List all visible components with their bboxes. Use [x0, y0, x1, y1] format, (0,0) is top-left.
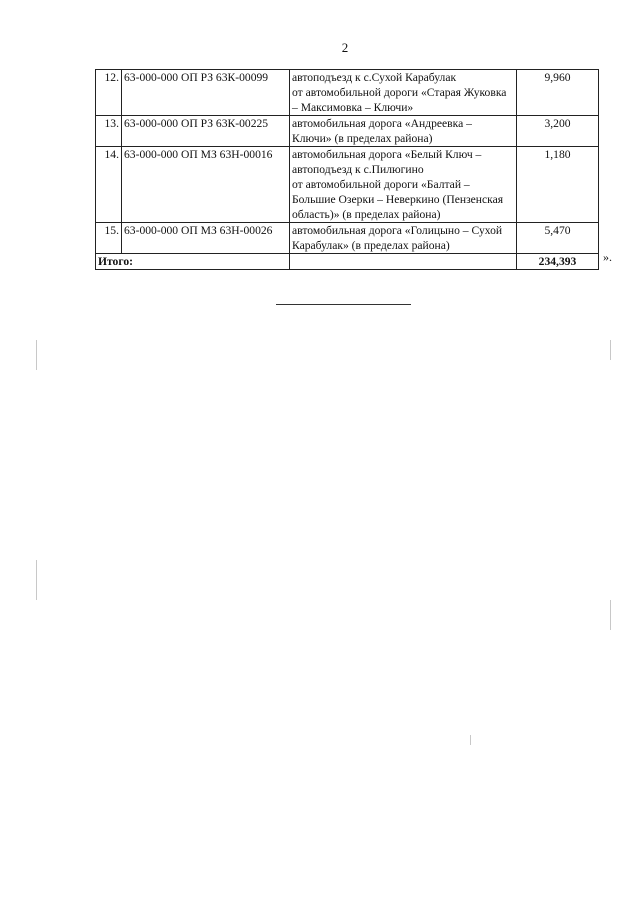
separator-line	[276, 304, 411, 305]
road-name: автомобильная дорога «Андреевка – Ключи» (в пределах района)	[290, 116, 517, 147]
road-id: 63-000-000 ОП РЗ 63К-00099	[122, 70, 290, 116]
road-id: 63-000-000 ОП МЗ 63Н-00016	[122, 147, 290, 223]
road-name: автомобильная дорога «Белый Ключ – автоподъезд к с.Пилюгино от автомобильной дороги «Балтай – Большие Озерки – Неверкино (Пензенская область)» (в пределах района)	[290, 147, 517, 223]
total-empty-cell	[290, 254, 517, 270]
road-name: автомобильная дорога «Голицыно – Сухой Карабулак» (в пределах района)	[290, 223, 517, 254]
closing-quote: ».	[603, 250, 612, 264]
scan-artifact	[610, 600, 611, 630]
total-label: Итого:	[96, 254, 290, 270]
table-row	[96, 70, 599, 116]
road-length: 5,470	[517, 223, 599, 254]
row-number: 12.	[96, 70, 122, 116]
row-number: 15.	[96, 223, 122, 254]
scan-artifact	[470, 735, 471, 745]
road-id: 63-000-000 ОП РЗ 63К-00225	[122, 116, 290, 147]
road-id: 63-000-000 ОП МЗ 63Н-00026	[122, 223, 290, 254]
scan-artifact	[610, 340, 611, 360]
table-row	[96, 223, 599, 254]
roads-table	[95, 69, 599, 270]
road-length: 1,180	[517, 147, 599, 223]
total-value: 234,393	[517, 254, 599, 270]
road-length: 9,960	[517, 70, 599, 116]
row-number: 13.	[96, 116, 122, 147]
road-name: автоподъезд к с.Сухой Карабулак от автомобильной дороги «Старая Жуковка – Максимовка – Ключи»	[290, 70, 517, 116]
scan-artifact	[36, 560, 37, 600]
table-row	[96, 147, 599, 223]
total-row	[96, 254, 599, 270]
road-length: 3,200	[517, 116, 599, 147]
page-number: 2	[341, 40, 349, 55]
table-row	[96, 116, 599, 147]
row-number: 14.	[96, 147, 122, 223]
scan-artifact	[36, 340, 37, 370]
